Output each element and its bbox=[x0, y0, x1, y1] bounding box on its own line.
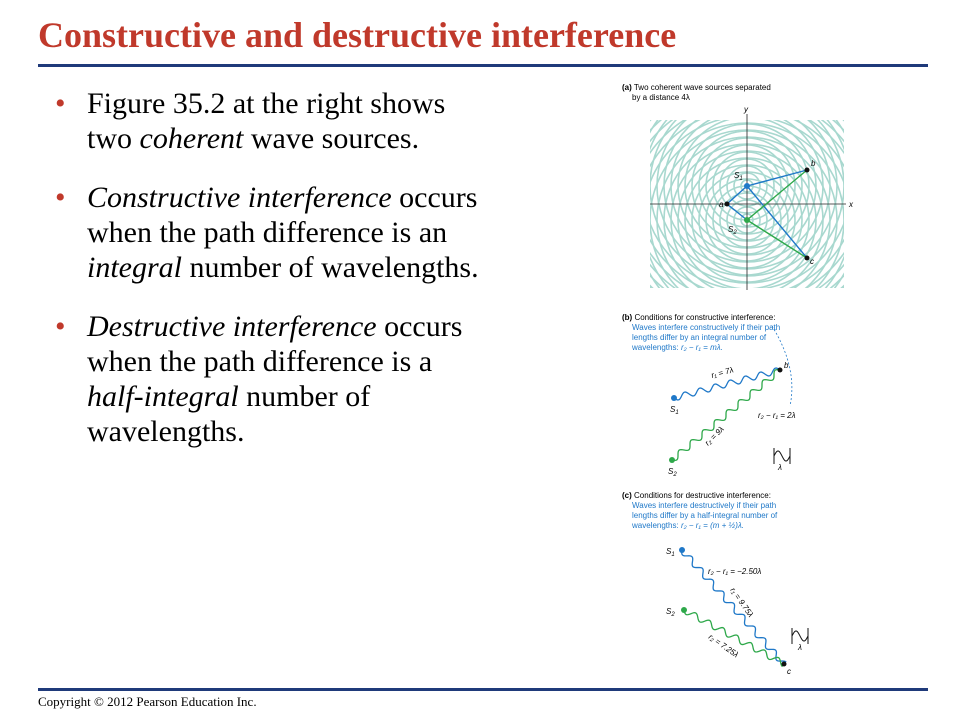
panel-c-label-r1: r₁ = 9.75λ bbox=[728, 585, 756, 619]
bullet-dot-icon: • bbox=[55, 310, 66, 343]
panel-b-caption: (b) Conditions for constructive interference: bbox=[622, 313, 776, 322]
panel-b-note-arrow bbox=[772, 326, 792, 406]
bullet-emphasis: coherent bbox=[139, 122, 244, 155]
point-a-dot bbox=[725, 202, 730, 207]
panel-b-s1-dot bbox=[671, 395, 677, 401]
panel-c-note-line3: wavelengths: r₂ − r₁ = (m + ½)λ. bbox=[632, 521, 745, 530]
label-s1: $S_1$ bbox=[734, 171, 743, 182]
title-rule bbox=[38, 64, 928, 67]
panel-b-label-r1: r₁ = 7λ bbox=[710, 365, 735, 380]
bullet-emphasis: Constructive interference bbox=[87, 181, 392, 214]
copyright-notice: Copyright © 2012 Pearson Education Inc. bbox=[38, 694, 257, 709]
panel-b-label-s1: $S_1$ bbox=[670, 405, 679, 416]
panel-b-s2-dot bbox=[669, 457, 675, 463]
panel-b-point-b bbox=[778, 368, 783, 373]
y-axis-label: y bbox=[744, 105, 748, 114]
slide-title: Constructive and destructive interference bbox=[38, 15, 677, 55]
x-axis-label: x bbox=[849, 200, 853, 209]
bullet-dot-icon: • bbox=[55, 181, 66, 214]
bullet-list bbox=[55, 86, 485, 473]
panel-a-caption-line2: by a distance 4λ bbox=[632, 93, 690, 102]
panel-c-label-s2: $S_2$ bbox=[666, 607, 675, 618]
panel-a-caption-line1: (a) Two coherent wave sources separated bbox=[622, 83, 771, 92]
panel-c-caption: (c) Conditions for destructive interference: bbox=[622, 491, 771, 500]
bullet-emphasis: Destructive interference bbox=[87, 310, 377, 343]
source-s1-dot bbox=[744, 183, 750, 189]
panel-b-note-line1: Waves interfere constructively if their path bbox=[632, 323, 781, 332]
bullet-text: Figure 35.2 at the right shows two bbox=[87, 87, 446, 155]
panel-b-diff: r₂ − r₁ = 2λ bbox=[758, 411, 796, 420]
figure-35-2 bbox=[620, 78, 860, 678]
panel-b bbox=[622, 313, 796, 478]
panel-c-wavelength-icon bbox=[792, 628, 808, 644]
bullet-text: wave sources. bbox=[243, 122, 420, 155]
panel-b-lambda: λ bbox=[778, 463, 782, 472]
panel-b-note-line2: lengths differ by an integral number of bbox=[632, 333, 767, 342]
bullet-text: occurs when the path difference is a bbox=[87, 310, 463, 378]
panel-c-label-r2: r₂ = 7.25λ bbox=[706, 632, 741, 660]
source-s2-dot bbox=[744, 217, 750, 223]
bullet-emphasis: integral bbox=[87, 251, 182, 284]
panel-b-note-line3: wavelengths: r₂ − r₁ = mλ. bbox=[632, 343, 723, 352]
bullet-text: number of wavelengths. bbox=[182, 251, 479, 284]
panel-c-note-line2: lengths differ by a half-integral number of bbox=[632, 511, 778, 520]
panel-c-s2-dot bbox=[681, 607, 687, 613]
bullet-text: number of wavelengths. bbox=[87, 380, 371, 448]
panel-c-label-s1: $S_1$ bbox=[666, 547, 675, 558]
point-c-dot bbox=[805, 256, 810, 261]
bullet-emphasis: half-integral bbox=[87, 380, 239, 413]
panel-c-s1-dot bbox=[679, 547, 685, 553]
panel-b-label-b: b bbox=[784, 361, 789, 370]
panel-c-point-c bbox=[782, 662, 787, 667]
panel-c-lambda: λ bbox=[798, 643, 802, 652]
point-b-dot bbox=[805, 168, 810, 173]
panel-c-label-c: c bbox=[787, 667, 791, 676]
bullet-item bbox=[55, 309, 485, 449]
label-c: c bbox=[810, 257, 814, 266]
panel-b-wavelength-icon bbox=[774, 448, 790, 464]
bullet-dot-icon: • bbox=[55, 87, 66, 120]
bullet-item bbox=[55, 86, 485, 156]
bullet-text: occurs when the path difference is an bbox=[87, 181, 478, 249]
footer-rule bbox=[38, 688, 928, 691]
label-s2: $S_2$ bbox=[728, 225, 737, 236]
panel-b-label-s2: $S_2$ bbox=[668, 467, 677, 478]
bullet-item bbox=[55, 180, 485, 285]
panel-c-note-line1: Waves interfere destructively if their path bbox=[632, 501, 777, 510]
label-a: a bbox=[719, 200, 724, 209]
panel-c-diff: r₂ − r₁ = −2.50λ bbox=[708, 567, 762, 576]
panel-c bbox=[622, 491, 808, 676]
panel-b-label-r2: r₂ = 9λ bbox=[703, 424, 726, 448]
label-b: b bbox=[811, 159, 816, 168]
